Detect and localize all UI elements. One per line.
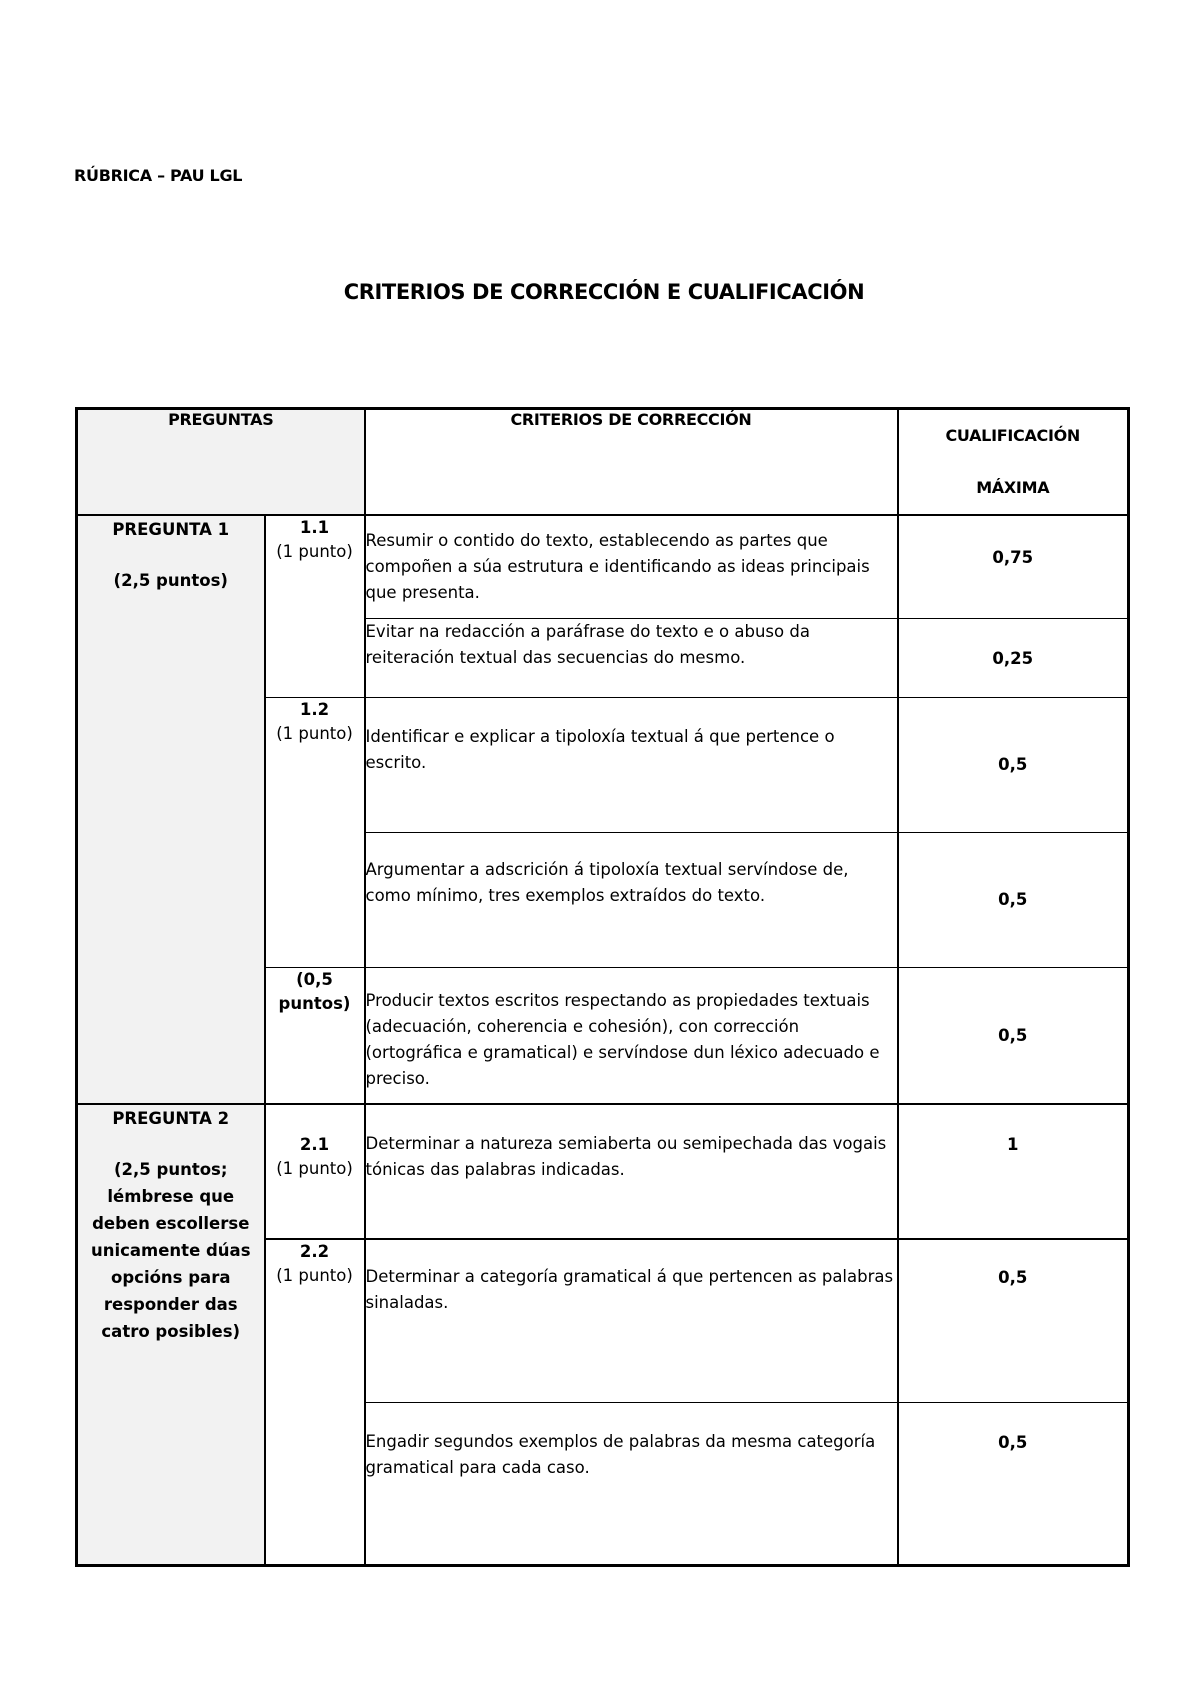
score-1: 0,75 xyxy=(898,515,1129,618)
header-cualificacion-line1: CUALIFICACIÓN xyxy=(945,426,1081,445)
rubric-table xyxy=(75,407,1130,1567)
criterion-5: Producir textos escritos respectando as propiedades textuais (adecuación, coherencia e cohesión), con corrección (ortográfica e gramatical) e servíndose dun léxico adecuado e preciso. xyxy=(365,967,898,1104)
subquestion-1-1 xyxy=(265,515,365,697)
criterion-6: Determinar a natureza semiaberta ou semipechada das vogais tónicas das palabras indicadas. xyxy=(365,1104,898,1239)
pregunta-2-cell xyxy=(77,1104,265,1565)
score-6: 1 xyxy=(898,1104,1129,1239)
document-title: CRITERIOS DE CORRECCIÓN E CUALIFICACIÓN xyxy=(343,280,865,304)
subquestion-1-extra-line2: puntos) xyxy=(278,993,351,1013)
subquestion-1-2 xyxy=(265,697,365,967)
subquestion-2-1-number: 2.1 xyxy=(299,1135,330,1154)
score-5: 0,5 xyxy=(898,967,1129,1104)
criterion-3: Identificar e explicar a tipoloxía textual á que pertence o escrito. xyxy=(365,697,898,832)
subquestion-1-extra xyxy=(265,967,365,1104)
criterion-8: Engadir segundos exemplos de palabras da mesma categoría gramatical para cada caso. xyxy=(365,1402,898,1565)
subquestion-1-1-points: (1 punto) xyxy=(276,542,353,561)
subquestion-1-2-points: (1 punto) xyxy=(276,723,353,743)
score-7: 0,5 xyxy=(898,1239,1129,1402)
criterion-4: Argumentar a adscrición á tipoloxía textual servíndose de, como mínimo, tres exemplos extraídos do texto. xyxy=(365,832,898,967)
criterion-1: Resumir o contido do texto, establecendo as partes que compoñen a súa estrutura e identificando as ideas principais que presenta. xyxy=(365,515,898,618)
criterion-2: Evitar na redacción a paráfrase do texto e o abuso da reiteración textual das secuencias do mesmo. xyxy=(365,618,898,697)
pregunta-2-label: PREGUNTA 2 xyxy=(112,1109,230,1128)
subquestion-2-1-points: (1 punto) xyxy=(276,1159,353,1178)
score-8: 0,5 xyxy=(898,1402,1129,1565)
pregunta-2-points: (2,5 puntos; lémbrese que deben escollerse unicamente dúas opcións para responder das catro posibles) xyxy=(90,1160,251,1341)
pregunta-1-label: PREGUNTA 1 xyxy=(112,520,230,539)
score-4: 0,5 xyxy=(898,832,1129,967)
pregunta-1-points: (2,5 puntos) xyxy=(113,571,228,590)
score-2: 0,25 xyxy=(898,618,1129,697)
subquestion-1-1-number: 1.1 xyxy=(299,518,330,537)
header-cualificacion-line2: MÁXIMA xyxy=(976,478,1050,497)
header-criterios: CRITERIOS DE CORRECCIÓN xyxy=(365,409,898,516)
subquestion-2-2 xyxy=(265,1239,365,1565)
header-cualificacion xyxy=(898,409,1129,516)
document-header: RÚBRICA – PAU LGL xyxy=(74,166,243,185)
subquestion-2-2-number: 2.2 xyxy=(299,1242,330,1261)
subquestion-2-1 xyxy=(265,1104,365,1239)
subquestion-1-2-number: 1.2 xyxy=(299,699,330,719)
header-preguntas: PREGUNTAS xyxy=(77,409,365,516)
criterion-7: Determinar a categoría gramatical á que pertencen as palabras sinaladas. xyxy=(365,1239,898,1402)
subquestion-1-extra-line1: (0,5 xyxy=(296,969,333,989)
pregunta-1-cell xyxy=(77,515,265,1104)
score-3: 0,5 xyxy=(898,697,1129,832)
subquestion-2-2-points: (1 punto) xyxy=(276,1266,353,1285)
